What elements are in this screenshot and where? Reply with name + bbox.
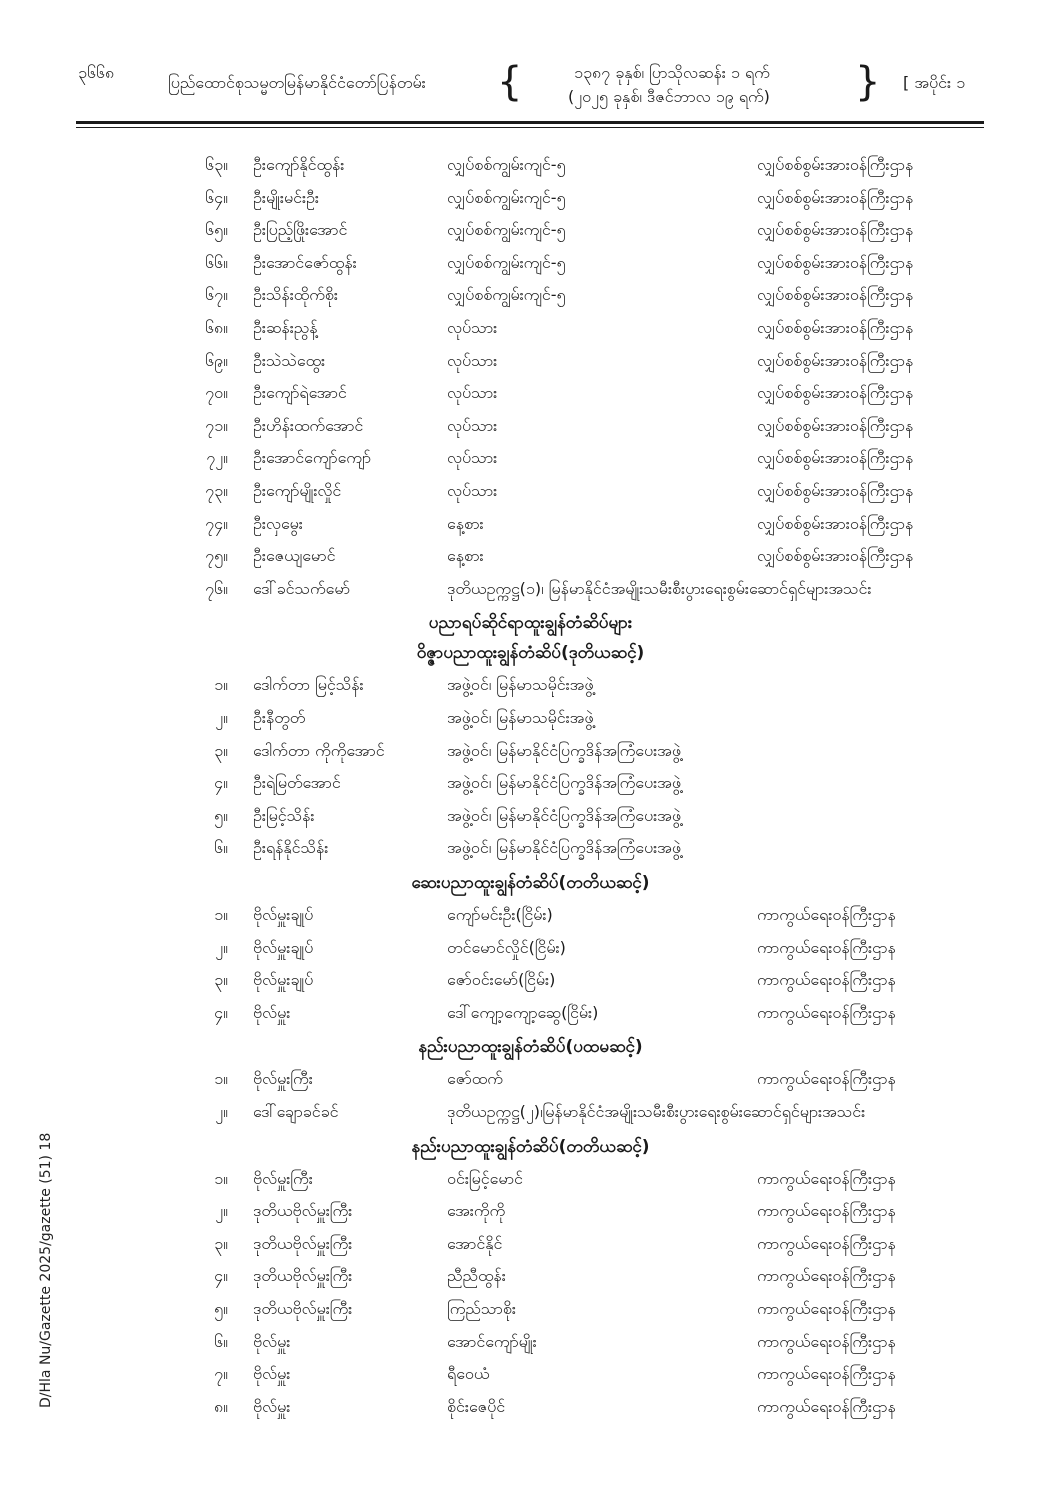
list-item [0,736,1061,768]
recipient-position: လုပ်သား [447,383,498,403]
recipient-name: ဗိုလ်မှူး [253,1364,291,1384]
item-number: ၄။ [214,773,228,793]
item-number: ၇၃။ [205,481,228,500]
list-item [0,541,1061,573]
recipient-position: လျှပ်စစ်ကျွမ်းကျင်-၅ [447,285,566,305]
item-number: ၇၂။ [206,448,228,468]
list-item [0,215,1061,247]
item-number: ၁။ [214,1168,228,1188]
section-heading: နည်းပညာထူးချွန်တံဆိပ်(တတိယဆင့်) [411,1136,650,1157]
recipient-department: လျှပ်စစ်စွမ်းအားဝန်ကြီးဌာန [757,546,914,566]
list-item [0,768,1061,800]
item-number: ၇။ [214,1364,228,1384]
list-item [0,1327,1061,1359]
recipient-position: အဖွဲ့ဝင်၊ မြန်မာနိုင်ငံပြက္ခဒိန်အကြံပေးအဖွဲ့ [447,773,681,793]
item-number: ၇၀။ [205,383,228,403]
list-item [0,1392,1061,1424]
list-item [0,574,1061,606]
list-item [0,1097,1061,1129]
recipient-position: လျှပ်စစ်ကျွမ်းကျင်-၅ [447,155,566,174]
recipient-department: လျှပ်စစ်စွမ်းအားဝန်ကြီးဌာန [757,513,914,533]
list-item [0,1164,1061,1196]
item-number: ၄။ [214,1002,228,1022]
list-item [0,801,1061,833]
list-item [0,1359,1061,1391]
list-item [0,183,1061,215]
recipient-name: ဦးနီတွတ် [253,708,306,727]
recipient-position: အောင်ကျော်မျိုး [447,1331,537,1351]
recipient-name: ဗိုလ်မှူး [253,1002,291,1022]
recipient-name: ဦးဇေယျမောင် [253,546,336,566]
right-brace: } [855,59,881,105]
recipient-position: အေးကိုကို [447,1201,506,1221]
recipient-name: ဒုတိယဗိုလ်မှူးကြီး [253,1299,353,1318]
recipient-position: လုပ်သား [447,415,498,435]
recipient-department: ကာကွယ်ရေးဝန်ကြီးဌာန [757,1364,896,1384]
recipient-position: နေ့စား [447,546,484,566]
recipient-name: ဗိုလ်မှူးချုပ် [253,970,314,990]
recipient-name: ဒေါ်ခင်သက်မော် [253,578,351,598]
recipient-department: လျှပ်စစ်စွမ်းအားဝန်ကြီးဌာန [757,187,914,207]
item-number: ၂။ [215,1201,228,1221]
recipient-name: ဦးမျိုးမင်းဦး [253,187,319,207]
item-number: ၆၈။ [205,318,228,337]
recipient-name: ဦးကျော်ရဲအောင် [253,383,347,403]
list-item [0,150,1061,182]
recipient-position: ကြည်သာစိုး [447,1299,516,1318]
recipient-name: ဦးအောင်ကျော်ကျော် [253,448,372,468]
recipient-position: ညီညီထွန်း [447,1266,506,1286]
recipient-position: အဖွဲ့ဝင်၊ မြန်မာနိုင်ငံပြက္ခဒိန်အကြံပေးအဖွဲ့ [447,838,681,858]
item-number: ၅။ [214,805,228,825]
list-item [0,476,1061,508]
item-number: ၆။ [214,838,228,858]
item-number: ၇၅။ [205,546,228,566]
item-number: ၆၆။ [205,252,228,272]
recipient-position: ဇော်ထက် [447,1069,503,1089]
item-number: ၆၄။ [205,187,228,207]
item-number: ၆၇။ [205,285,228,305]
recipient-position: အဖွဲ့ဝင်၊ မြန်မာနိုင်ငံပြက္ခဒိန်အကြံပေးအဖွဲ့ [447,740,681,760]
recipient-position: လျှပ်စစ်ကျွမ်းကျင်-၅ [447,187,566,207]
date-line-2: (၂၀၂၅ ခုနှစ်၊ ဒီဇင်ဘာလ ၁၉ ရက်) [568,87,770,106]
recipient-department: ကာကွယ်ရေးဝန်ကြီးဌာန [757,1069,896,1089]
recipient-department: ကာကွယ်ရေးဝန်ကြီးဌာန [757,1201,896,1221]
recipient-name: ဦးသဲသဲထွေး [253,350,326,370]
recipient-department: ကာကွယ်ရေးဝန်ကြီးဌာန [757,1002,896,1022]
recipient-department: လျှပ်စစ်စွမ်းအားဝန်ကြီးဌာန [757,285,914,305]
recipient-position: အဖွဲ့ဝင်၊ မြန်မာနိုင်ငံပြက္ခဒိန်အကြံပေးအဖွဲ့ [447,805,681,825]
date-line-1: ၁၃၈၇ ခုနှစ်၊ ပြာသိုလဆန်း ၁ ရက် [574,63,770,82]
recipient-department: လျှပ်စစ်စွမ်းအားဝန်ကြီးဌာန [757,155,914,174]
recipient-position: လုပ်သား [447,448,498,468]
recipient-name: ဒုတိယဗိုလ်မှူးကြီး [253,1266,353,1286]
recipient-name: ဒေါက်တာ ကိုကိုအောင် [253,740,385,760]
recipient-name: ဦးပြည့်ဖြိုးအောင် [253,220,348,240]
item-number: ၂။ [215,937,228,957]
recipient-department: လျှပ်စစ်စွမ်းအားဝန်ကြီးဌာန [757,481,914,500]
item-number: ၃။ [214,1233,228,1253]
recipient-department: လျှပ်စစ်စွမ်းအားဝန်ကြီးဌာန [757,318,914,337]
item-number: ၂။ [215,708,228,727]
list-item [0,248,1061,280]
recipient-department: လျှပ်စစ်စွမ်းအားဝန်ကြီးဌာန [757,220,914,240]
list-item [0,1261,1061,1293]
list-item [0,313,1061,345]
recipient-position: လုပ်သား [447,318,498,337]
recipient-position: ဝင်းမြင့်မောင် [447,1168,523,1188]
list-item [0,900,1061,932]
recipient-name: ဗိုလ်မှူးချုပ် [253,905,314,924]
page-number: ၃၆၆၈ [78,63,115,82]
list-item [0,411,1061,443]
recipient-position: ဒုတိယဥက္ကဋ္ဌ(၁)၊ မြန်မာနိုင်ငံအမျိုးသမီးစီးပွားရေးစွမ်းဆောင်ရှင်များအသင်း [447,578,872,598]
recipient-name: ဒေါက်တာ မြင့်သိန်း [253,675,364,695]
recipient-department: ကာကွယ်ရေးဝန်ကြီးဌာန [757,1331,896,1351]
recipient-name: ဦးဆန်းညွန့် [253,318,318,337]
recipient-position: လျှပ်စစ်ကျွမ်းကျင်-၅ [447,220,566,240]
recipient-department: ကာကွယ်ရေးဝန်ကြီးဌာန [757,1168,896,1188]
item-number: ၇၆။ [205,578,228,598]
recipient-name: ဦးရန်နိုင်သိန်း [253,838,329,858]
recipient-department: ကာကွယ်ရေးဝန်ကြီးဌာန [757,1299,896,1318]
recipient-name: ဦးလှမွေး [253,513,303,533]
item-number: ၇၄။ [205,513,228,533]
recipient-name: ဦးရဲမြတ်အောင် [253,773,341,793]
recipient-position: နေ့စား [447,513,484,533]
list-item [0,833,1061,865]
recipient-department: ကာကွယ်ရေးဝန်ကြီးဌာန [757,1233,896,1253]
recipient-department: လျှပ်စစ်စွမ်းအားဝန်ကြီးဌာန [757,383,914,403]
left-brace: { [497,59,523,105]
side-note: D/Hla Nu/Gazette 2025/gazette (51) 18 [38,1132,54,1408]
recipient-name: ဒုတိယဗိုလ်မှူးကြီး [253,1233,353,1253]
recipient-name: ဦးဟိန်းထက်အောင် [253,415,364,435]
recipient-position: လျှပ်စစ်ကျွမ်းကျင်-၅ [447,252,566,272]
gazette-title: ပြည်ထောင်စုသမ္မတမြန်မာနိုင်ငံတော်ပြန်တမ်း [168,73,426,92]
section-heading: နည်းပညာထူးချွန်တံဆိပ်(ပထမဆင့်) [418,1037,643,1058]
item-number: ၁။ [214,675,228,695]
recipient-position: လုပ်သား [447,481,498,500]
item-number: ၆၉။ [205,350,228,370]
item-number: ၈။ [214,1396,228,1416]
part-label: [ အပိုင်း ၁ [903,73,966,92]
recipient-name: ဦးမြင့်သိန်း [253,805,315,825]
list-item [0,1294,1061,1326]
section-heading: ပညာရပ်ဆိုင်ရာထူးချွန်တံဆိပ်များ [428,613,633,634]
list-item [0,965,1061,997]
recipient-department: ကာကွယ်ရေးဝန်ကြီးဌာန [757,1266,896,1286]
recipient-position: ဒေါ်ကျော့ကျော့ဆွေ(ငြိမ်း) [447,1002,599,1022]
item-number: ၇၁။ [205,415,228,435]
recipient-position: စိုင်းဇေပိုင် [447,1396,506,1416]
recipient-department: ကာကွယ်ရေးဝန်ကြီးဌာန [757,937,896,957]
recipient-name: ဦးအောင်ဇော်ထွန်း [253,252,357,272]
recipient-name: ဦးကျော်မျိုးလှိုင် [253,481,342,500]
list-item [0,1196,1061,1228]
list-item [0,378,1061,410]
recipient-position: ရီဝေယံ [447,1364,490,1384]
recipient-name: ဗိုလ်မှူး [253,1331,291,1351]
list-item [0,509,1061,541]
recipient-position: ကျော်မင်းဦး(ငြိမ်း) [447,905,553,924]
list-item [0,998,1061,1030]
recipient-name: ဗိုလ်မှူး [253,1396,291,1416]
list-item [0,346,1061,378]
item-number: ၆။ [214,1331,228,1351]
recipient-position: ဒုတိယဥက္ကဋ္ဌ(၂)၊မြန်မာနိုင်ငံအမျိုးသမီးစီးပွားရေးစွမ်းဆောင်ရှင်များအသင်း [447,1102,866,1121]
item-number: ၁။ [214,905,228,924]
recipient-name: ဦးကျော်နိုင်ထွန်း [253,155,345,174]
list-item [0,1229,1061,1261]
recipient-position: အဖွဲ့ဝင်၊ မြန်မာသမိုင်းအဖွဲ့ [447,708,594,727]
recipient-name: ဒေါ်ချောခင်ခင် [253,1102,339,1121]
recipient-department: လျှပ်စစ်စွမ်းအားဝန်ကြီးဌာန [757,350,914,370]
recipient-department: ကာကွယ်ရေးဝန်ကြီးဌာန [757,970,896,990]
recipient-position: အောင်နိုင် [447,1233,503,1253]
item-number: ၆၅။ [205,220,228,240]
list-item [0,703,1061,735]
recipient-department: လျှပ်စစ်စွမ်းအားဝန်ကြီးဌာန [757,448,914,468]
item-number: ၃။ [214,740,228,760]
list-item [0,1064,1061,1096]
recipient-department: လျှပ်စစ်စွမ်းအားဝန်ကြီးဌာန [757,415,914,435]
list-item [0,933,1061,965]
recipient-name: ဦးသိန်းထိုက်စိုး [253,285,338,305]
item-number: ၂။ [215,1102,228,1121]
recipient-department: ကာကွယ်ရေးဝန်ကြီးဌာန [757,1396,896,1416]
recipient-position: တင်မောင်လှိုင်(ငြိမ်း) [447,937,566,957]
recipient-name: ဗိုလ်မှူးကြီး [253,1168,313,1188]
item-number: ၆၃။ [205,155,228,174]
section-heading: ဝိဇ္ဇာပညာထူးချွန်တံဆိပ်(ဒုတိယဆင့်) [416,643,645,664]
recipient-name: ဒုတိယဗိုလ်မှူးကြီး [253,1201,353,1221]
item-number: ၁။ [214,1069,228,1089]
item-number: ၅။ [214,1299,228,1318]
recipient-name: ဗိုလ်မှူးကြီး [253,1069,313,1089]
recipient-position: ဇော်ဝင်းမော်(ငြိမ်း) [447,970,556,990]
item-number: ၃။ [214,970,228,990]
item-number: ၄။ [214,1266,228,1286]
recipient-name: ဗိုလ်မှူးချုပ် [253,937,314,957]
list-item [0,670,1061,702]
recipient-position: လုပ်သား [447,350,498,370]
list-item [0,443,1061,475]
recipient-department: ကာကွယ်ရေးဝန်ကြီးဌာန [757,905,896,924]
section-heading: ဆေးပညာထူးချွန်တံဆိပ်(တတိယဆင့်) [411,873,650,893]
list-item [0,280,1061,312]
recipient-position: အဖွဲ့ဝင်၊ မြန်မာသမိုင်းအဖွဲ့ [447,675,594,695]
recipient-department: လျှပ်စစ်စွမ်းအားဝန်ကြီးဌာန [757,252,914,272]
